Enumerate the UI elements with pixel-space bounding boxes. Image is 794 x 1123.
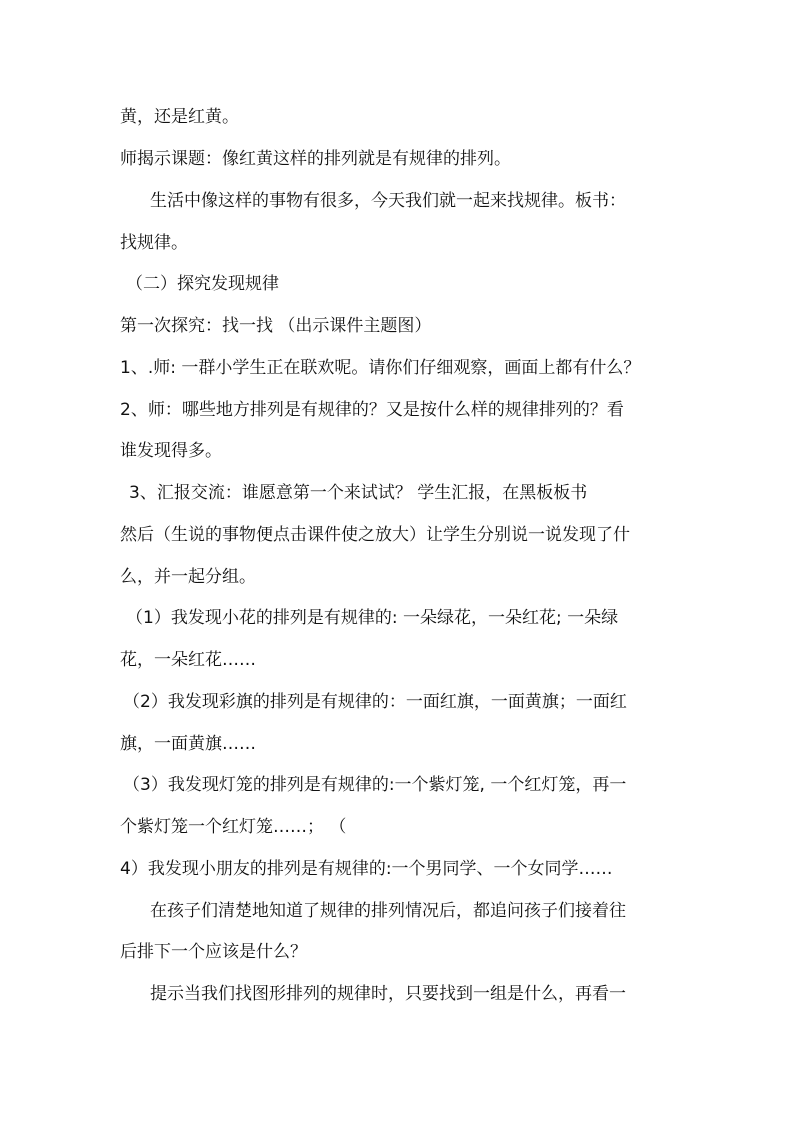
text-line: 提示当我们找图形排列的规律时，只要找到一组是什么，再看一 (150, 984, 626, 1004)
text-line: （3）我发现灯笼的排列是有规律的:一个紫灯笼, 一个红灯笼，再一 (123, 775, 627, 795)
text-line: 黄，还是红黄。 (120, 107, 239, 127)
text-line: 然后（生说的事物便点击课件使之放大）让学生分别说一说发现了什 (120, 525, 630, 545)
text-line: 2、师：哪些地方排列是有规律的？又是按什么样的规律排列的？看 (120, 400, 624, 420)
section-heading: （二）探究发现规律 (126, 274, 279, 294)
text-line: 1、.师: 一群小学生正在联欢呢。请你们仔细观察，画面上都有什么？ (120, 358, 641, 378)
text-line: 第一次探究：找一找 （出示课件主题图） (120, 316, 432, 336)
text-line: （1）我发现小花的排列是有规律的: 一朵绿花，一朵红花; 一朵绿 (126, 608, 619, 628)
text-line: 生活中像这样的事物有很多，今天我们就一起来找规律。板书： (150, 191, 626, 211)
text-line: （2）我发现彩旗的排列是有规律的：一面红旗，一面黄旗；一面红 (123, 692, 627, 712)
text-line: 4）我发现小朋友的排列是有规律的:一个男同学、一个女同学…… (120, 859, 613, 879)
text-line: 3、汇报交流：谁愿意第一个来试试？ 学生汇报，在黑板板书 (129, 483, 588, 503)
text-line: 旗，一面黄旗…… (120, 734, 256, 754)
text-line: 后排下一个应该是什么？ (120, 942, 307, 962)
text-line: 花，一朵红花…… (120, 650, 256, 670)
text-line: 在孩子们清楚地知道了规律的排列情况后，都追问孩子们接着往 (150, 901, 626, 921)
text-line: 个紫灯笼一个红灯笼……； （ (120, 817, 347, 837)
text-line: 谁发现得多。 (120, 441, 222, 461)
text-line: 师揭示课题：像红黄这样的排列就是有规律的排列。 (120, 149, 511, 169)
text-line: 找规律。 (120, 233, 188, 253)
text-line: 么，并一起分组。 (120, 567, 256, 587)
